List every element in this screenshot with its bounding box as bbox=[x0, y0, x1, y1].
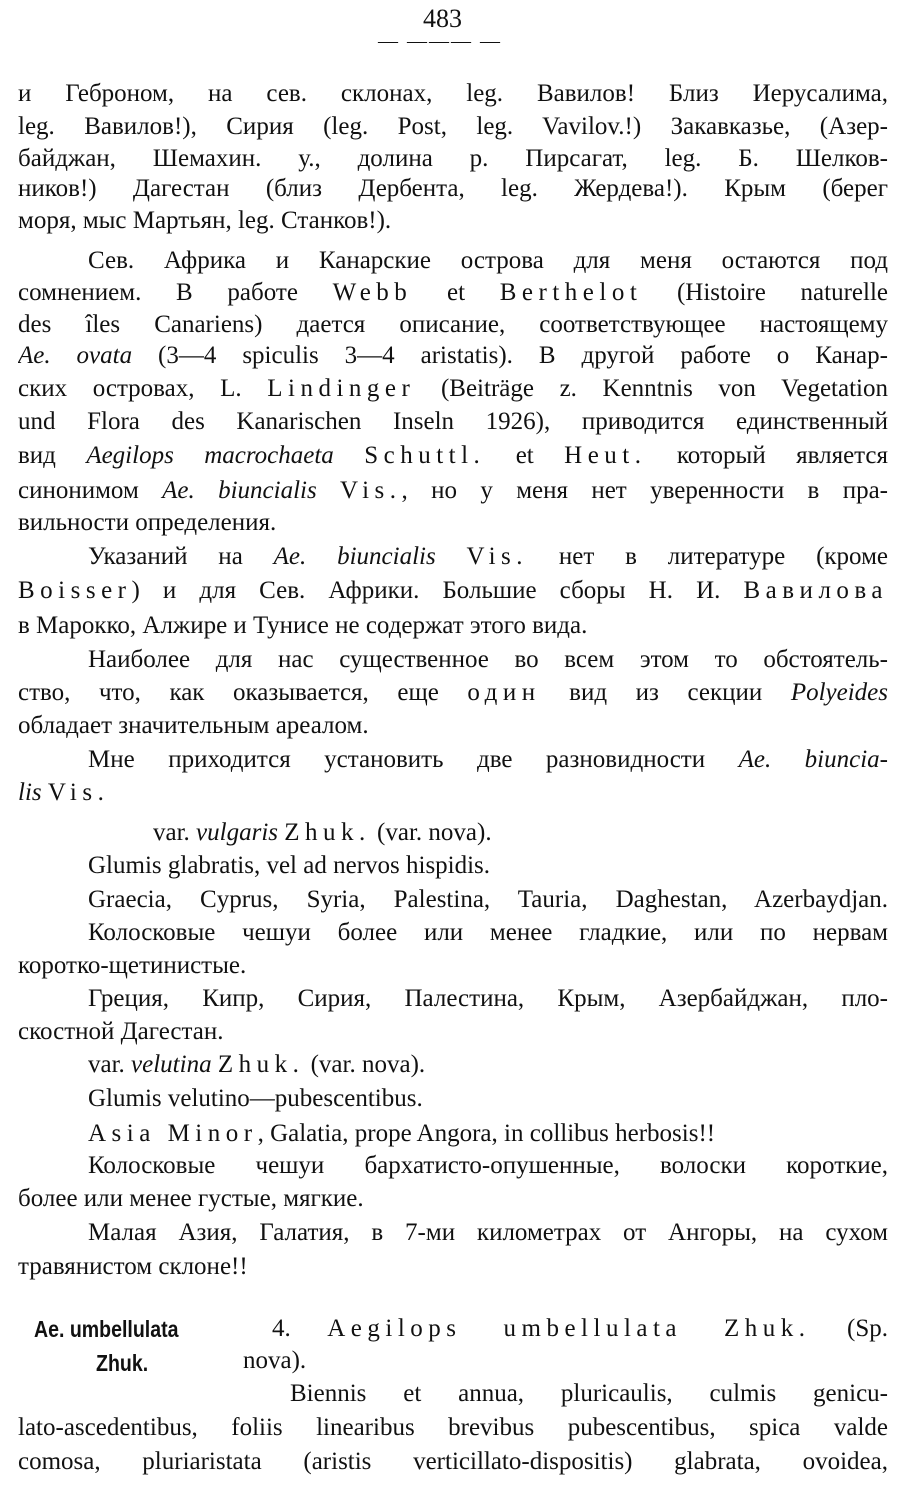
text-line bbox=[18, 1251, 888, 1283]
text-run: обладает значительным ареалом. bbox=[18, 712, 369, 739]
text-line bbox=[18, 1016, 888, 1048]
text-line bbox=[153, 817, 888, 849]
spaced-text: Vis. bbox=[47, 779, 110, 806]
text-run: Glumis velutino—pubescentibus. bbox=[88, 1085, 423, 1112]
text-line bbox=[18, 777, 888, 809]
spaced-text: Schuttl. bbox=[364, 442, 486, 469]
text-run: ) и для Сев. Африки. Большие сборы Н. И. bbox=[131, 577, 744, 604]
italic-text: Ae. biuncialis bbox=[162, 477, 317, 504]
text-run: ских островах, L. bbox=[18, 375, 268, 402]
text-run: des îles Canariens) дается описание, соответствующее настоящему bbox=[18, 311, 888, 338]
text-line bbox=[88, 917, 888, 949]
text-line bbox=[88, 1118, 888, 1150]
text-run: Biennis et annua, pluricaulis, culmis genicu- bbox=[290, 1380, 888, 1407]
text-run: nova). bbox=[243, 1347, 307, 1374]
spaced-text: Zhuk. bbox=[284, 819, 371, 846]
text-run bbox=[436, 543, 467, 570]
text-run: comosa, pluriaristata (aristis verticillato-dispositis) glabrata, ovoidea, bbox=[18, 1448, 888, 1475]
text-run: (var. nova). bbox=[304, 1051, 426, 1078]
text-line bbox=[88, 884, 888, 916]
header-rule: — ——— — bbox=[378, 30, 502, 52]
spaced-text: Asia Minor bbox=[88, 1120, 258, 1147]
text-line bbox=[290, 1378, 888, 1410]
text-run bbox=[334, 442, 364, 469]
text-run: Наиболее для нас существенное во всем этом то обстоятель- bbox=[88, 646, 888, 673]
spaced-text: Aegilops umbellulata Zhuk. bbox=[327, 1315, 811, 1342]
text-line bbox=[88, 1217, 888, 1249]
spaced-text: Lindinger bbox=[267, 375, 416, 402]
text-run: вид из секции bbox=[540, 679, 791, 706]
text-run: Сев. Африка и Канарские острова для меня остаются под bbox=[88, 247, 888, 274]
spaced-text: Berthelot bbox=[499, 279, 643, 306]
text-line bbox=[18, 1446, 888, 1478]
text-line bbox=[18, 677, 888, 709]
spaced-text: Vis. bbox=[340, 477, 402, 504]
text-run: сомнением. В работе bbox=[18, 279, 333, 306]
text-line bbox=[88, 1049, 888, 1081]
text-run: ников!) Дагестан (близ Дербента, leg. Жердева!). Крым (берег bbox=[18, 175, 888, 202]
italic-text: lis bbox=[18, 779, 42, 806]
text-line bbox=[18, 475, 888, 507]
italic-text: velutina bbox=[131, 1051, 212, 1078]
text-line bbox=[18, 111, 888, 143]
page-number: 483 bbox=[423, 4, 462, 33]
text-run: leg. Вавилов!), Сирия (leg. Post, leg. Vavilov.!) Закавказье, (Азер- bbox=[18, 113, 888, 140]
text-run: var. bbox=[88, 1051, 132, 1078]
italic-text: Ae. ovata bbox=[18, 342, 133, 369]
spaced-text: Webb bbox=[332, 279, 413, 306]
text-line bbox=[18, 1183, 888, 1215]
italic-text: Ae. biuncia- bbox=[738, 746, 888, 773]
text-line bbox=[18, 277, 888, 309]
text-line bbox=[18, 406, 888, 438]
italic-text: Polyeides bbox=[790, 679, 888, 706]
spaced-text: Boisser bbox=[18, 577, 132, 604]
text-run: et bbox=[485, 442, 565, 469]
text-line bbox=[18, 1412, 888, 1444]
spaced-text: Вавилова bbox=[743, 577, 888, 604]
text-run: ство, что, как оказывается, еще bbox=[18, 679, 468, 706]
text-run: Graecia, Cyprus, Syria, Palestina, Tauria, Daghestan, Azerbaydjan. bbox=[88, 886, 888, 913]
text-run: вид bbox=[18, 442, 87, 469]
text-line bbox=[18, 507, 888, 539]
text-line bbox=[272, 1313, 888, 1345]
text-run: более или менее густые, мягкие. bbox=[18, 1185, 364, 1212]
text-line bbox=[18, 309, 888, 341]
spaced-text: Vis. bbox=[466, 543, 529, 570]
text-run: нет в литературе (кроме bbox=[528, 543, 888, 570]
margin-heading-species: Ae. umbellulata bbox=[34, 1316, 179, 1342]
text-run bbox=[317, 477, 340, 504]
text-run: и Геброном, на сев. склонах, leg. Вавилов! Близ Иерусалима, bbox=[18, 80, 888, 107]
margin-heading-author: Zhuk. bbox=[96, 1350, 149, 1376]
text-run: (3—4 spiculis 3—4 aristatis). В другой работе о Канар- bbox=[132, 342, 888, 369]
text-run: Малая Азия, Галатия, в 7-ми километрах от Ангоры, на сухом bbox=[88, 1219, 888, 1246]
text-run: lato-ascedentibus, foliis linearibus brevibus pubescentibus, spica valde bbox=[18, 1414, 888, 1441]
text-line bbox=[18, 205, 888, 237]
text-line bbox=[88, 245, 888, 277]
italic-text: Ae. biuncialis bbox=[273, 543, 436, 570]
spaced-text: Heut. bbox=[564, 442, 647, 469]
text-run: в Марокко, Алжире и Тунисе не содержат этого вида. bbox=[18, 612, 588, 639]
text-line bbox=[88, 983, 888, 1015]
text-run: вильности определения. bbox=[18, 509, 277, 536]
text-run: (Histoire naturelle bbox=[642, 279, 888, 306]
text-run: (Sp. bbox=[810, 1315, 888, 1342]
text-run: et bbox=[412, 279, 500, 306]
text-run: моря, мыс Мартьян, leg. Станков!). bbox=[18, 207, 392, 234]
text-line bbox=[88, 744, 888, 776]
text-run: скостной Дагестан. bbox=[18, 1018, 224, 1045]
text-line bbox=[18, 143, 888, 175]
text-run: 4. bbox=[272, 1315, 328, 1342]
text-run: коротко-щетинистые. bbox=[18, 952, 247, 979]
text-line bbox=[18, 373, 888, 405]
text-line bbox=[18, 950, 888, 982]
text-run: Glumis glabratis, vel ad nervos hispidis. bbox=[88, 852, 491, 879]
text-line bbox=[88, 541, 888, 573]
text-run: который является bbox=[646, 442, 888, 469]
text-run: Греция, Кипр, Сирия, Палестина, Крым, Азербайджан, пло- bbox=[88, 985, 888, 1012]
text-line bbox=[18, 173, 888, 205]
text-line bbox=[88, 1083, 888, 1115]
text-run: Колосковые чешуи бархатисто-опушенные, волоски короткие, bbox=[88, 1152, 888, 1179]
text-line bbox=[18, 340, 888, 372]
text-run: (var. nova). bbox=[370, 819, 492, 846]
text-run: , Galatia, prope Angora, in collibus herbosis!! bbox=[257, 1120, 716, 1147]
text-run: синонимом bbox=[18, 477, 163, 504]
text-run: Указаний на bbox=[88, 543, 274, 570]
text-run: травянистом склоне!! bbox=[18, 1253, 248, 1280]
text-line bbox=[18, 440, 888, 472]
italic-text: Aegilops macrochaeta bbox=[86, 442, 334, 469]
text-run: байджан, Шемахин. у., долина р. Пирсагат, leg. Б. Шелков- bbox=[18, 145, 888, 172]
text-run: Колосковые чешуи более или менее гладкие, или по нервам bbox=[88, 919, 888, 946]
text-line bbox=[18, 575, 888, 607]
text-run: (Beiträge z. Kenntnis von Vegetation bbox=[415, 375, 888, 402]
text-line bbox=[88, 850, 888, 882]
text-line bbox=[18, 710, 888, 742]
italic-text: vulgaris bbox=[196, 819, 278, 846]
text-line bbox=[243, 1345, 888, 1377]
text-line bbox=[88, 644, 888, 676]
text-line bbox=[18, 610, 888, 642]
text-line bbox=[88, 1150, 888, 1182]
text-run: und Flora des Kanarischen Inseln 1926), приводится единственный bbox=[18, 408, 888, 435]
text-line bbox=[18, 78, 888, 110]
spaced-text: Zhuk. bbox=[217, 1051, 305, 1078]
text-run: var. bbox=[153, 819, 197, 846]
text-run: Мне приходится установить две разновидности bbox=[88, 746, 739, 773]
text-run: , но у меня нет уверенности в пра- bbox=[401, 477, 888, 504]
spaced-text: один bbox=[467, 679, 541, 706]
